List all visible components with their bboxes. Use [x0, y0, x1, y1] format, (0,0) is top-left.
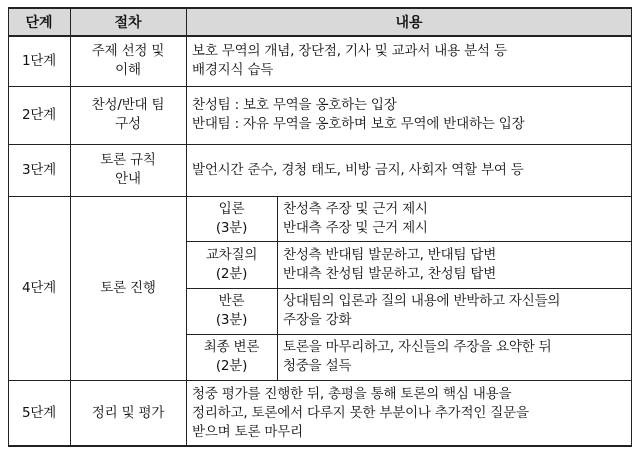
content-line: 보호 무역의 개념, 장단점, 기사 및 교과서 내용 분석 등	[192, 43, 507, 59]
content-line: 반대측 주장 및 근거 제시	[283, 219, 428, 236]
sub-content-cell	[277, 196, 632, 241]
header-content: 내용	[186, 7, 632, 36]
content-line: 청중을 설득	[283, 358, 352, 374]
table-border-top	[8, 7, 632, 9]
row-divider	[8, 144, 632, 145]
content-line: 반대팀 : 자유 무역을 옹호하며 보호 무역에 반대하는 입장	[192, 116, 525, 132]
sub-row-divider	[186, 288, 632, 289]
content-cell	[186, 380, 632, 447]
content-line: 주장을 강화	[283, 312, 352, 328]
table-border-right	[631, 7, 632, 447]
procedure-cell	[70, 144, 186, 196]
content-line: 배경지식 습득	[192, 62, 274, 78]
stage-cell: 4단계	[21, 279, 57, 296]
procedure-line: 안내	[115, 171, 141, 187]
procedure-line: 토론 규칙	[100, 152, 156, 168]
content-cell	[186, 144, 632, 196]
sub-step-cell	[186, 241, 277, 288]
sub-step-line: 입론	[218, 200, 245, 217]
content-line: 발언시간 준수, 경청 태도, 비방 금지, 사회자 역할 부여 등	[192, 161, 524, 178]
content-line: 찬성측 주장 및 근거 제시	[283, 200, 428, 217]
sub-step-cell	[186, 196, 277, 241]
content-cell	[186, 36, 632, 86]
procedure-cell: 정리 및 평가	[91, 405, 165, 421]
content-cell	[186, 86, 632, 144]
sub-step-line: 교차질의	[205, 246, 258, 263]
debate-procedure-table	[8, 7, 632, 447]
sub-content-cell	[277, 241, 632, 288]
content-line: 찬성팀 : 보호 무역을 옹호하는 입장	[192, 97, 397, 113]
content-line: 찬성측 반대팀 발문하고, 반대팀 답변	[283, 246, 497, 263]
sub-step-line: (2분)	[215, 265, 248, 282]
content-line: 받으며 토론 마무리	[192, 424, 303, 440]
stage-cell: 3단계	[21, 161, 57, 178]
sub-step-line: 반론	[218, 293, 245, 309]
procedure-line: 주제 선정 및	[91, 43, 165, 59]
content-line: 정리하고, 토론에서 다루지 못한 부분이나 추가적인 질문을	[192, 405, 529, 421]
stage-cell: 2단계	[21, 106, 57, 123]
sub-row-divider	[186, 334, 632, 335]
row-divider	[8, 196, 632, 197]
procedure-cell	[70, 86, 186, 144]
header-stage: 단계	[8, 7, 70, 36]
sub-step-line: (3분)	[215, 312, 248, 328]
sub-content-cell	[277, 334, 632, 380]
column-divider	[186, 7, 187, 447]
procedure-line: 이해	[115, 62, 141, 78]
sub-content-cell	[277, 288, 632, 334]
stage-cell: 5단계	[21, 405, 57, 421]
content-line: 상대팀의 입론과 질의 내용에 반박하고 자신들의	[283, 293, 561, 309]
content-line: 반대측 찬성팀 발문하고, 찬성팀 탑변	[283, 265, 497, 282]
header-divider	[8, 35, 632, 37]
table-border-bottom	[8, 445, 632, 447]
sub-step-line: (2분)	[215, 358, 248, 374]
content-line: 청중 평가를 진행한 뒤, 총평을 통해 토론의 핵심 내용을	[192, 386, 512, 402]
procedure-cell: 토론 진행	[100, 279, 156, 296]
sub-step-cell	[186, 288, 277, 334]
content-line: 토론을 마무리하고, 자신들의 주장을 요약한 뒤	[283, 339, 552, 355]
table-border-left	[8, 7, 9, 447]
row-divider	[8, 380, 632, 381]
sub-row-divider	[186, 241, 632, 242]
sub-step-line: (3분)	[215, 219, 248, 236]
sub-step-cell	[186, 334, 277, 380]
stage-cell: 1단계	[21, 52, 57, 69]
procedure-line: 구성	[115, 116, 141, 132]
row-divider	[8, 86, 632, 87]
procedure-line: 찬성/반대 팀	[91, 97, 165, 113]
column-divider	[70, 7, 71, 447]
header-procedure: 절차	[70, 7, 186, 36]
sub-step-line: 최종 변론	[203, 339, 260, 355]
procedure-cell	[70, 36, 186, 86]
